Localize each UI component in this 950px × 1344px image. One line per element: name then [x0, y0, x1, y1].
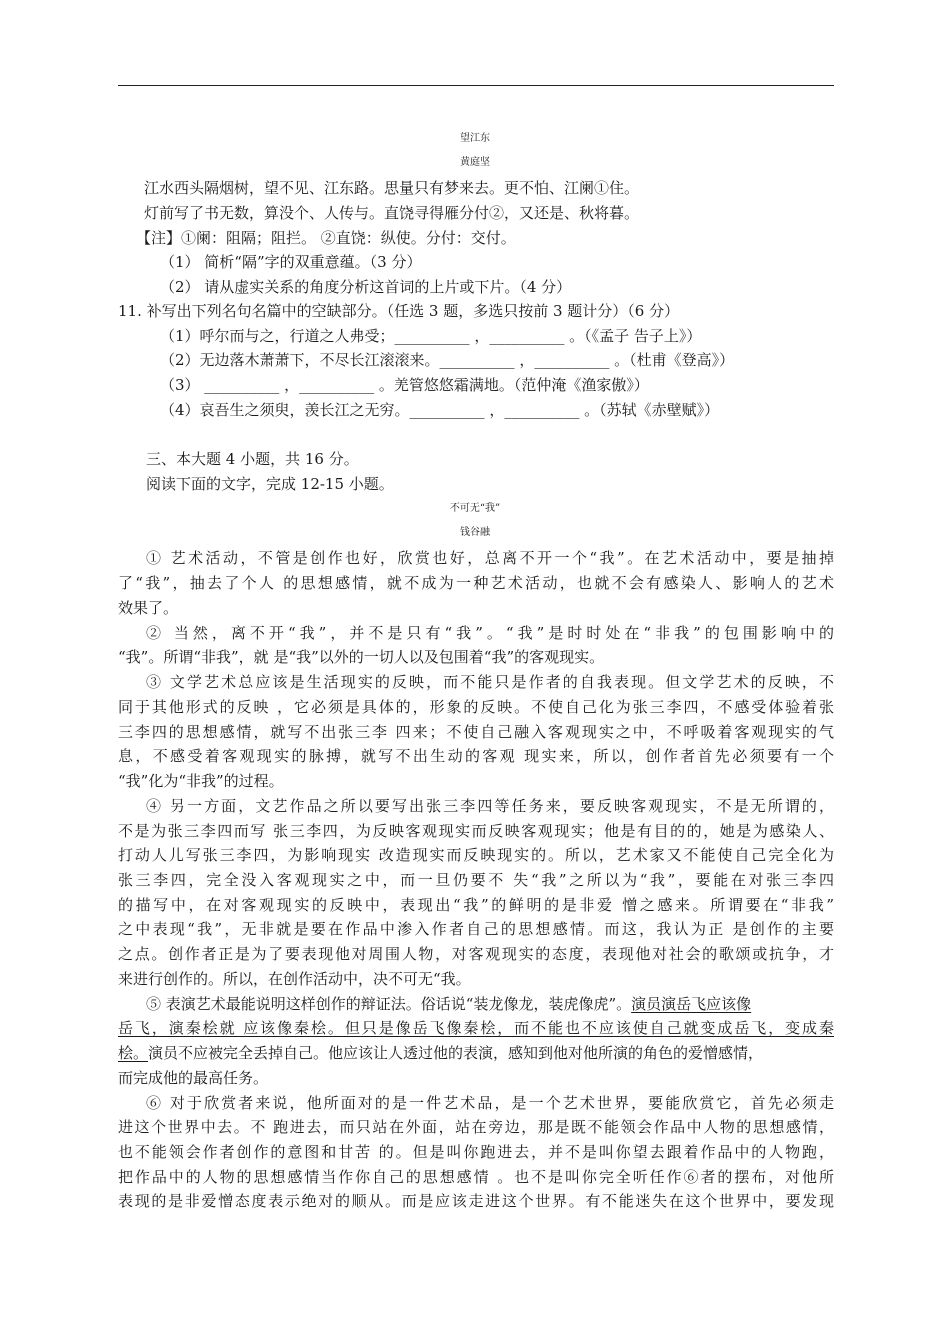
- paragraph-3-line: 息，不感受着客观现实的脉搏，就写不出生动的客观 现实来，所以，创作者首先必须要有一个: [118, 747, 834, 765]
- paragraph-4-line: 的描写中，在对客观现实的反映中，表现出“我”的鲜明的是非爱 憎之感来。所谓要在“非我”: [118, 896, 834, 914]
- paragraph-3-line: “我”化为“非我”的过程。: [118, 772, 284, 790]
- paragraph-5-text: 演员不应被完全丢掉自己。他应该让人透过他的表演，感知到他对他所演的角色的爱憎感情，: [148, 1044, 764, 1062]
- q11-item-1: （1）呼尔而与之，行道之人弗受；__________ ，__________ 。（《孟子 告子上》）: [160, 327, 702, 345]
- paragraph-2-line: ② 当然，离不开“我”，并不是只有“我”。“我”是时时处在“非我”的包围影响中的: [146, 624, 834, 642]
- header-rule: [118, 85, 834, 86]
- poem-question-2: （2） 请从虚实关系的角度分析这首词的上片或下片。（4 分）: [160, 278, 572, 296]
- poem-question-1: （1） 简析“隔”字的双重意蕴。（3 分）: [160, 253, 422, 271]
- paragraph-4-line: 张三李四，完全没入客观现实之中，而一旦仍要不 失“我”之所以为“我”，要能在对张三李四: [118, 871, 834, 889]
- q11-item-4: （4）哀吾生之须臾，羡长江之无穷。__________ ，__________ 。（苏轼《赤壁赋》）: [160, 401, 720, 419]
- paragraph-6-line: 表现的是非爱憎态度表示绝对的顺从。而是应该走进这个世界。有不能迷失在这个世界中，要发现: [118, 1192, 834, 1210]
- paragraph-4-line: 之中表现“我”，无非就是要在作品中渗入作者自己的思想感情。而这，我认为正 是创作的主要: [118, 920, 834, 938]
- paragraph-2-line: “我”。所谓“非我”，就 是“我”以外的一切人以及包围着“我”的客观现实。: [118, 648, 605, 666]
- poem-line-1: 江水西头隔烟树，望不见、江东路。思量只有梦来去。更不怕、江阑①住。: [144, 179, 640, 197]
- paragraph-4-line: 不是为张三李四而写 张三李四，为反映客观现实而反映客观现实；他是有目的的，她是为感染人、: [118, 822, 834, 840]
- article-author: 钱谷融: [460, 527, 490, 538]
- paragraph-3-line: ③ 文学艺术总应该是生活现实的反映，而不能只是作者的自我表现。但文学艺术的反映，不: [146, 673, 834, 691]
- paragraph-4-line: 打动人儿写张三李四，为影响现实 改造现实而反映现实的。所以，艺术家又不能使自己完全化为: [118, 846, 834, 864]
- paragraph-6-line: 把作品中的人物的思想感情当作你自己的思想感情 。也不是叫你完全听任作⑥者的摆布，对他所: [118, 1168, 834, 1186]
- paragraph-5-underlined: 演员演岳飞应该像: [631, 995, 752, 1013]
- paragraph-5-line-4: 而完成他的最高任务。: [118, 1069, 269, 1087]
- paragraph-4-line: 之点。创作者正是为了要表现他对周围人物，对客观现实的态度，表现他对社会的歌颂或抗争，才: [118, 945, 834, 963]
- paragraph-5-line-3: [118, 1042, 763, 1064]
- paragraph-1-line: 了“我”，抽去了个人 的思想感情，就不成为一种艺术活动，也就不会有感染人、影响人的艺术: [118, 574, 834, 592]
- paragraph-3-line: 同于其他形式的反映 ，它必须是具体的，形象的反映。不使自己化为张三李四，不感受体验着张: [118, 698, 834, 716]
- q11-title: 11. 补写出下列名句名篇中的空缺部分。（任选 3 题，多选只按前 3 题计分）（6 分）: [118, 302, 680, 320]
- paragraph-3-line: 三李四的思想感情，就写不出张三李 四来；不使自己融入客观现实之中，不呼吸着客观现实的气: [118, 723, 834, 741]
- article-title: 不可无“我”: [449, 503, 501, 514]
- poem-line-2: 灯前写了书无数，算没个、人传与。直饶寻得雁分付②，又还是、秋将暮。: [144, 204, 640, 222]
- paragraph-4-line: 来进行创作的。所以，在创作活动中，决不可无“我。: [118, 970, 471, 988]
- paragraph-5-text: ⑤ 表演艺术最能说明这样创作的辩证法。俗话说“装龙像龙，装虎像虎”。: [146, 995, 632, 1013]
- q11-item-2: （2）无边落木萧萧下，不尽长江滚滚来。__________ ，__________ 。（杜甫《登高》）: [160, 351, 735, 369]
- paragraph-6-line: 也不能领会作者创作的意图和甘苦 的。但是叫你跑进去，并不是叫你望去跟着作品中的人物跑，: [118, 1143, 834, 1161]
- paragraph-1-line: 效果了。: [118, 599, 179, 617]
- q11-item-3: （3） __________ ，__________ 。羌管悠悠霜满地。（范仲淹《渔家傲》）: [160, 376, 649, 394]
- paragraph-4-line: ④ 另一方面，文艺作品之所以要写出张三李四等任务来，要反映客观现实，不是无所谓的，: [146, 797, 834, 815]
- section3-heading: 三、本大题 4 小题，共 16 分。: [146, 450, 359, 468]
- poem-author: 黄庭坚: [460, 157, 490, 168]
- paragraph-5-underlined: 岳飞，演秦桧就 应该像秦桧。但只是像岳飞像秦桧，而不能也不应该使自己就变成岳飞，变成秦: [118, 1019, 834, 1037]
- paragraph-5-line-1: [146, 993, 834, 1015]
- poem-note: 【注】①阑：阻隔；阻拦。 ②直饶：纵使。分付：交付。: [136, 229, 516, 247]
- paragraph-5-underlined: 桧。: [118, 1044, 149, 1062]
- poem-title: 望江东: [460, 133, 490, 144]
- paragraph-6-line: 进这个世界中去。不 跑进去，而只站在外面，站在旁边，那是既不能领会作品中人物的思想感情，: [118, 1118, 834, 1136]
- paragraph-6-line: ⑥ 对于欣赏者来说，他所面对的是一件艺术品，是一个艺术世界，要能欣赏它，首先必须走: [146, 1094, 834, 1112]
- paragraph-1-line: ① 艺术活动，不管是创作也好，欣赏也好，总离不开一个“我”。在艺术活动中，要是抽掉: [146, 549, 834, 567]
- section3-instruction: 阅读下面的文字，完成 12-15 小题。: [146, 475, 394, 493]
